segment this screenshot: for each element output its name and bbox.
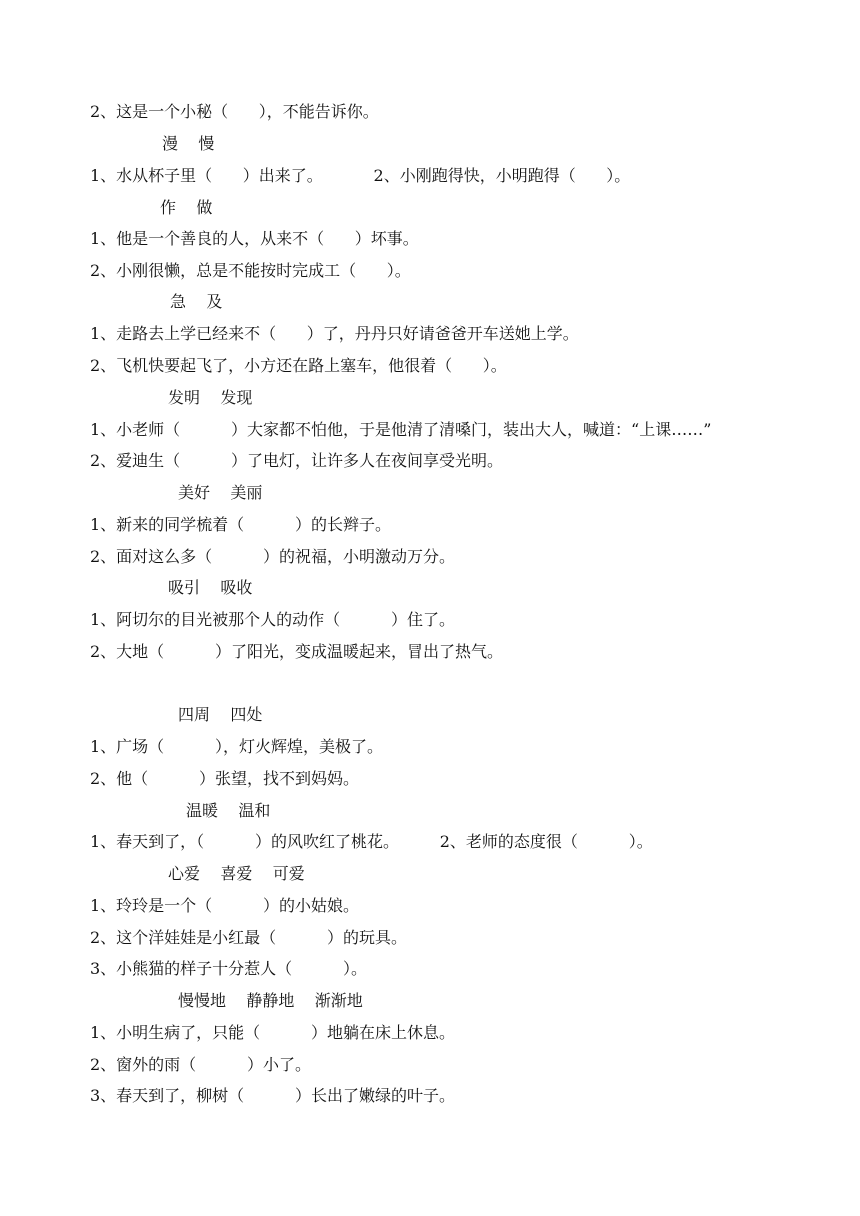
exercise-line: 2、小刚很懒，总是不能按时完成工（ ）。 — [90, 261, 411, 280]
exercise-line: 1、新来的同学梳着（ ）的长辫子。 — [90, 515, 392, 534]
exercise-line: 1、春天到了，（ ）的风吹红了桃花。 2、老师的态度很（ ）。 — [90, 832, 653, 851]
exercise-line: 1、广场（ ），灯火辉煌，美极了。 — [90, 737, 384, 756]
exercise-line: 1、走路去上学已经来不（ ）了，丹丹只好请爸爸开车送她上学。 — [90, 324, 579, 343]
word-pair-heading: 心爱 喜爱 可爱 — [168, 864, 305, 883]
exercise-line: 3、春天到了，柳树（ ）长出了嫩绿的叶子。 — [90, 1086, 456, 1105]
word-pair-heading: 温暖 温和 — [186, 801, 271, 820]
exercise-line: 1、阿切尔的目光被那个人的动作（ ）住了。 — [90, 610, 456, 629]
exercise-line: 1、小明生病了，只能（ ）地躺在床上休息。 — [90, 1023, 456, 1042]
word-pair-heading: 吸引 吸收 — [168, 578, 253, 597]
exercise-line: 1、水从杯子里（ ）出来了。 2、小刚跑得快，小明跑得（ ）。 — [90, 166, 631, 185]
exercise-line: 1、玲玲是一个（ ）的小姑娘。 — [90, 896, 360, 915]
exercise-line: 2、这是一个小秘（ ），不能告诉你。 — [90, 102, 379, 121]
exercise-line: 2、大地（ ）了阳光，变成温暖起来，冒出了热气。 — [90, 642, 504, 661]
word-pair-heading: 急 及 — [170, 292, 223, 311]
exercise-line: 2、面对这么多（ ）的祝福，小明激动万分。 — [90, 547, 456, 566]
word-pair-heading: 作 做 — [160, 198, 213, 217]
exercise-line: 2、飞机快要起飞了，小方还在路上塞车，他很着（ ）。 — [90, 356, 507, 375]
exercise-line: 2、这个洋娃娃是小红最（ ）的玩具。 — [90, 928, 408, 947]
exercise-line: 1、他是一个善良的人，从来不（ ）坏事。 — [90, 229, 419, 248]
exercise-line: 2、他（ ）张望，找不到妈妈。 — [90, 769, 360, 788]
exercise-line: 1、小老师（ ）大家都不怕他，于是他清了清嗓门，装出大人，喊道：“上课……” — [90, 420, 712, 439]
word-pair-heading: 慢慢地 静静地 渐渐地 — [178, 991, 363, 1010]
word-pair-heading: 漫 慢 — [162, 134, 215, 153]
word-pair-heading: 发明 发现 — [168, 388, 253, 407]
word-pair-heading: 四周 四处 — [178, 705, 263, 724]
exercise-line: 3、小熊猫的样子十分惹人（ ）。 — [90, 959, 368, 978]
exercise-line: 2、窗外的雨（ ）小了。 — [90, 1055, 312, 1074]
word-pair-heading: 美好 美丽 — [178, 483, 263, 502]
exercise-line: 2、爱迪生（ ）了电灯，让许多人在夜间享受光明。 — [90, 451, 504, 470]
